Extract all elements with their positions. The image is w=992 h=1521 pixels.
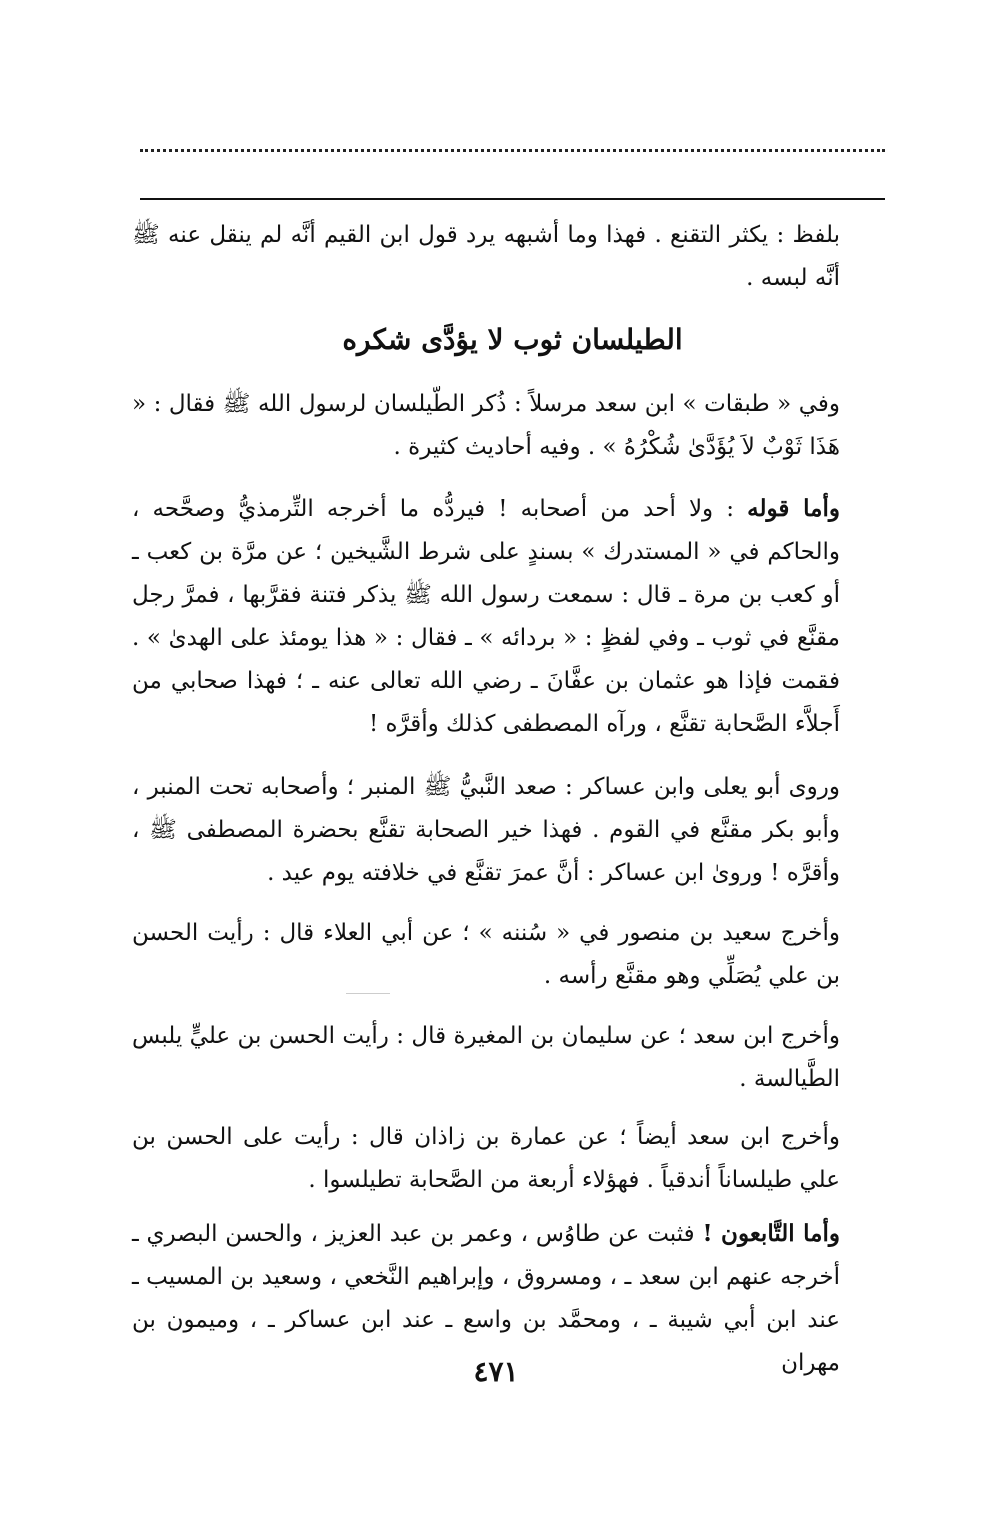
paragraph-6 — [132, 1116, 840, 1202]
paragraph-2 — [132, 487, 840, 746]
paragraph-text: وأخرج ابن سعد أيضاً ؛ عن عمارة بن زاذان قال : رأيت على الحسن بن علي طيلساناً أندقياً . فهؤلاء أربعة من الصَّحابة تطيلسوا . — [132, 1124, 840, 1193]
paragraph-text: وأخرج سعيد بن منصور في « سُننه » ؛ عن أبي العلاء قال : رأيت الحسن بن علي يُصَلِّي وهو مقنَّع رأسه . — [132, 920, 840, 989]
paragraph-lead: وأما قوله — [747, 495, 840, 522]
section-heading: الطيلسان ثوب لا يؤدَّى شكره — [342, 323, 683, 356]
paragraph-3 — [132, 766, 840, 895]
scan-smudge — [346, 993, 390, 1001]
paragraph-text: وأخرج ابن سعد ؛ عن سليمان بن المغيرة قال : رأيت الحسن بن عليٍّ يلبس الطَّيالسة . — [132, 1023, 840, 1092]
paragraph-5 — [132, 1015, 840, 1101]
paragraph-lead: وأما التَّابعون ! — [702, 1220, 840, 1247]
paragraph-body: : ولا أحد من أصحابه ! فيردُّه ما أخرجه التِّرمذيُّ وصحَّحه ، والحاكم في « المستدرك » بسندٍ على شرط الشَّيخين ؛ عن مرَّة بن كعب ـ أو كعب بن مرة ـ قال : سمعت رسول الله ﷺ يذكر فتنة فقرَّبها ، فمرَّ رجل مقنَّع في ثوب ـ وفي لفظٍ : « بردائه » ـ فقال : « هذا يومئذ على الهدىٰ » . فقمت فإذا هو عثمان بن عفَّانَ ـ رضي الله تعالى عنه ـ ؛ فهذا صحابي من أَجلاَّء الصَّحابة تقنَّع ، ورآه المصطفى كذلك وأقرَّه ! — [132, 496, 840, 737]
continuation-paragraph: بلفظ : يكثر التقنع . فهذا وما أشبهه يرد قول ابن القيم أنَّه لم ينقل عنه ﷺ أنَّه لبسه . — [132, 222, 840, 291]
paragraph-4 — [132, 912, 840, 998]
paragraph-text: وفي « طبقات » ابن سعد مرسلاً : ذُكر الطّيلسان لرسول الله ﷺ فقال : « هَذَا ثَوْبٌ لاَ يُؤَدَّىٰ شُكْرُهُ » . وفيه أحاديث كثيرة . — [132, 391, 841, 460]
dotted-separator — [140, 132, 885, 152]
page-number: ٤٧١ — [473, 1355, 519, 1388]
paragraph-text: وروى أبو يعلى وابن عساكر : صعد النَّبيُّ ﷺ المنبر ؛ وأصحابه تحت المنبر ، وأبو بكر مقنَّع في القوم . فهذا خير الصحابة تقنَّع بحضرة المصطفى ﷺ ، وأقرَّه ! ورویٰ ابن عساكر : أنَّ عمرَ تقنَّع في خلافته يوم عيد . — [132, 774, 840, 886]
paragraph-body: فثبت عن طاوُس ، وعمر بن عبد العزيز ، والحسن البصري ـ أخرجه عنهم ابن سعد ـ ، ومسروق ، وإبراهيم النَّخعي ، وسعيد بن المسيب ـ عند ابن أبي شيبة ـ ، ومحمَّد بن واسع ـ عند ابن عساكر ـ ، وميمون بن مهران — [132, 1221, 840, 1376]
footnote-rule — [140, 198, 885, 200]
continuation-text — [132, 214, 840, 300]
paragraph-1 — [132, 383, 840, 469]
paragraph-text — [132, 487, 840, 746]
